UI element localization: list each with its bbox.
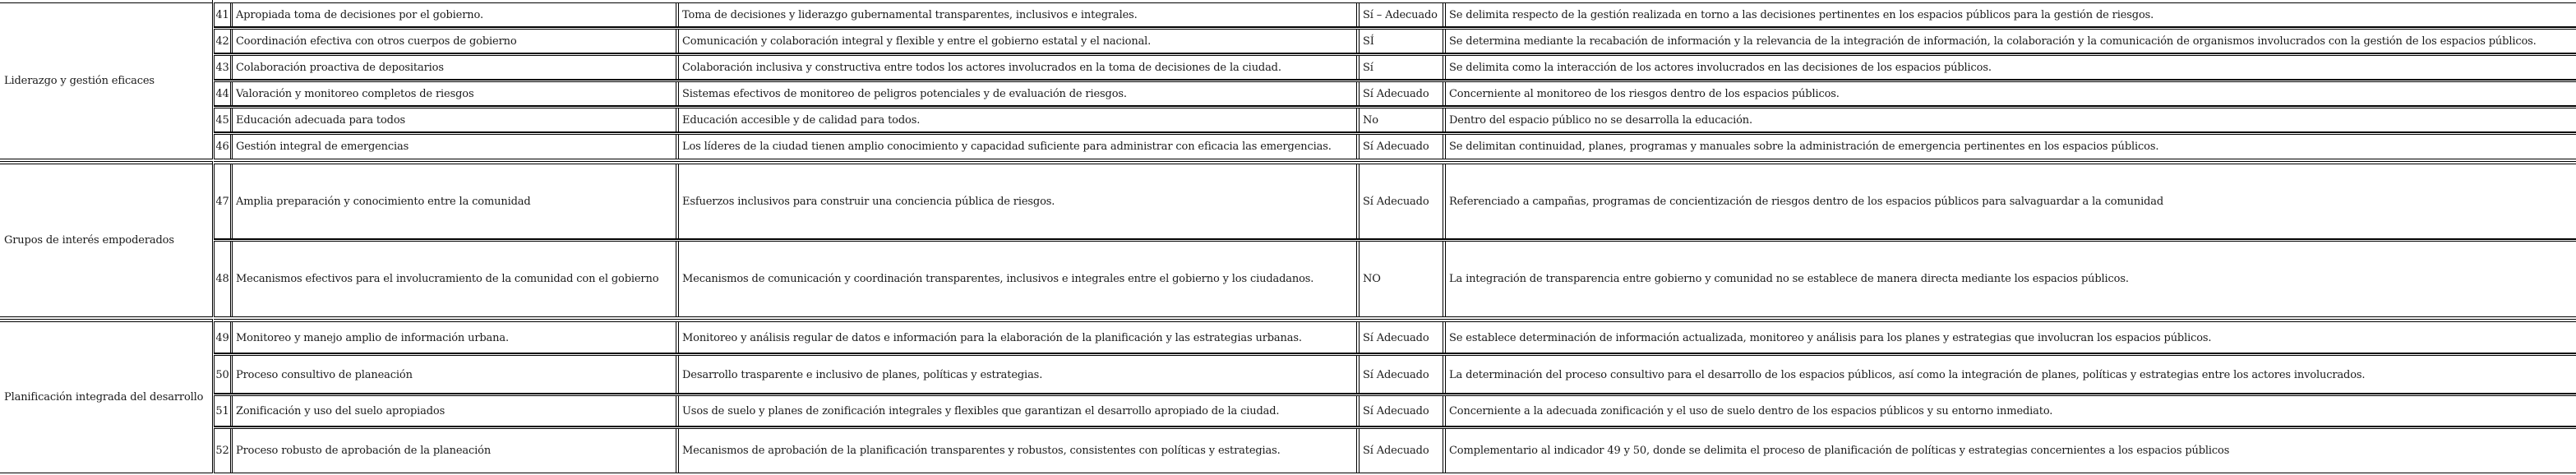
indicator-number: 49 [214,322,231,353]
observation-text: Referenciado a campañas, programas de concientización de riesgos dentro de los espacios públicos para salvaguardar a la comunidad [1445,164,2576,239]
indicator-name: Colaboración proactiva de depositarios [232,56,676,80]
indicator-description: Los líderes de la ciudad tienen amplio conocimiento y capacidad suficiente para administrar con eficacia las emergencias. [678,135,1357,159]
table-rule [214,355,2576,356]
indicator-name: Monitoreo y manejo amplio de información urbana. [232,322,676,353]
indicator-description: Mecanismos de comunicación y coordinación transparentes, inclusivos e integrales entre el gobierno y los ciudadanos. [678,242,1357,316]
evaluation-value: Sí Adecuado [1359,135,1443,159]
table-rule [214,132,2576,133]
table-rule [214,29,2576,30]
observation-text: Complementario al indicador 49 y 50, donde se delimita el proceso de planificación de políticas y estrategias concernientes a los espacios públicos [1445,429,2576,473]
indicator-name: Mecanismos efectivos para el involucramiento de la comunidad con el gobierno [232,242,676,316]
evaluation-value: Sí [1359,56,1443,80]
table-rule [214,353,2576,354]
indicator-number: 51 [214,396,231,427]
table-rule [212,161,213,317]
indicator-description: Monitoreo y análisis regular de datos e información para la elaboración de la planificación y las estrategias urbanas. [678,322,1357,353]
observation-text: Se delimita como la interacción de los actores involucrados en las decisiones de los espacios públicos. [1445,56,2576,80]
table-rule [0,316,212,317]
evaluation-value: Sí Adecuado [1359,164,1443,239]
evaluation-value: SÍ [1359,30,1443,53]
table-rule [214,106,2576,107]
table-rule [214,316,2576,317]
table-rule [0,321,212,322]
indicator-description: Esfuerzos inclusivos para construir una conciencia pública de riesgos. [678,164,1357,239]
indicator-description: Educación accesible y de calidad para todos. [678,108,1357,132]
observation-text: Se determina mediante la recabación de información y la relevancia de la integración de información, la colaboración y la comunicación de organismos involucrados con la gestión de los espacios públicos. [1445,30,2576,53]
table-rule [214,134,2576,135]
indicator-number: 47 [214,164,231,239]
table-rule [0,161,212,162]
table-rule [214,27,2576,28]
table-rule [214,53,2576,54]
indicator-description: Mecanismos de aprobación de la planificación transparentes y robustos, consistentes con políticas y estrategias. [678,429,1357,473]
indicator-description: Usos de suelo y planes de zonificación integrales y flexibles que garantizan el desarrollo apropiado de la ciudad. [678,396,1357,427]
indicator-name: Amplia preparación y conocimiento entre la comunidad [232,164,676,239]
observation-text: Concerniente a la adecuada zonificación y el uso de suelo dentro de los espacios públicos y su entorno inmediato. [1445,396,2576,427]
indicator-number: 45 [214,108,231,132]
table-rule [214,80,2576,81]
table-rule [214,241,2576,242]
table-rule [214,161,2576,162]
table-rule [214,428,2576,429]
category-cell: Grupos de interés empoderados [4,234,174,247]
table-rule [214,55,2576,56]
table-rule [214,239,2576,240]
evaluation-value: Sí – Adecuado [1359,3,1443,27]
indicator-name: Educación adecuada para todos [232,108,676,132]
observation-text: Concerniente al monitoreo de los riesgos dentro de los espacios públicos. [1445,82,2576,106]
indicator-number: 44 [214,82,231,106]
observation-text: La determinación del proceso consultivo para el desarrollo de los espacios públicos, así como la integración de planes, políticas y estrategias entre los actores involucrados. [1445,356,2576,394]
table-rule [214,79,2576,80]
table-rule [214,238,2576,239]
table-rule [214,319,2576,320]
table-rule [214,393,2576,394]
table-rule [214,426,2576,427]
table-rule [0,2,212,3]
indicator-name: Proceso consultivo de planeación [232,356,676,394]
observation-text: La integración de transparencia entre gobierno y comunidad no se establece de manera directa mediante los espacios públicos. [1445,242,2576,316]
table-rule [214,81,2576,82]
evaluation-value: Sí Adecuado [1359,356,1443,394]
evaluation-value: Sí Adecuado [1359,429,1443,473]
indicator-number: 50 [214,356,231,394]
indicator-name: Proceso robusto de aprobación de la planeación [232,429,676,473]
category-cell: Liderazgo y gestión eficaces [4,75,155,87]
indicator-number: 41 [214,3,231,27]
table-rule [0,319,212,320]
indicator-number: 52 [214,429,231,473]
indicator-number: 43 [214,56,231,80]
indicator-name: Coordinación efectiva con otros cuerpos de gobierno [232,30,676,53]
indicator-name: Valoración y monitoreo completos de riesgos [232,82,676,106]
indicator-description: Toma de decisiones y liderazgo gubernamental transparentes, inclusivos e integrales. [678,3,1357,27]
evaluation-value: NO [1359,242,1443,316]
table-rule [214,26,2576,27]
indicator-number: 46 [214,135,231,159]
table-rule [214,321,2576,322]
evaluation-value: Sí Adecuado [1359,322,1443,353]
indicator-name: Gestión integral de emergencias [232,135,676,159]
table-rule [214,395,2576,396]
evaluation-value: Sí Adecuado [1359,396,1443,427]
category-cell: Planificación integrada del desarrollo [4,391,204,404]
evaluation-value: Sí Adecuado [1359,82,1443,106]
table-rule [212,0,213,159]
indicator-number: 48 [214,242,231,316]
table-rule [214,105,2576,106]
table-rule [212,319,213,473]
indicator-description: Desarrollo trasparente e inclusivo de planes, políticas y estrategias. [678,356,1357,394]
indicator-number: 42 [214,30,231,53]
observation-text: Se establece determinación de información actualizada, monitoreo y análisis para los planes y estrategias que involucran los espacios públicos. [1445,322,2576,353]
table-rule [214,2,2576,3]
evaluation-value: No [1359,108,1443,132]
indicator-name: Apropiada toma de decisiones por el gobierno. [232,3,676,27]
indicator-name: Zonificación y uso del suelo apropiados [232,396,676,427]
indicator-description: Colaboración inclusiva y constructiva entre todos los actores involucrados en la toma de decisiones de la ciudad. [678,56,1357,80]
observation-text: Dentro del espacio público no se desarrolla la educación. [1445,108,2576,132]
indicator-description: Sistemas efectivos de monitoreo de peligros potenciales y de evaluación de riesgos. [678,82,1357,106]
observation-text: Se delimitan continuidad, planes, programas y manuales sobre la administración de emergencia pertinentes en los espacios públicos. [1445,135,2576,159]
table-rule [214,131,2576,132]
observation-text: Se delimita respecto de la gestión realizada en torno a las decisiones pertinentes en los espacios públicos para la gestión de riesgos. [1445,3,2576,27]
indicator-description: Comunicación y colaboración integral y flexible y entre el gobierno estatal y el nacional. [678,30,1357,53]
